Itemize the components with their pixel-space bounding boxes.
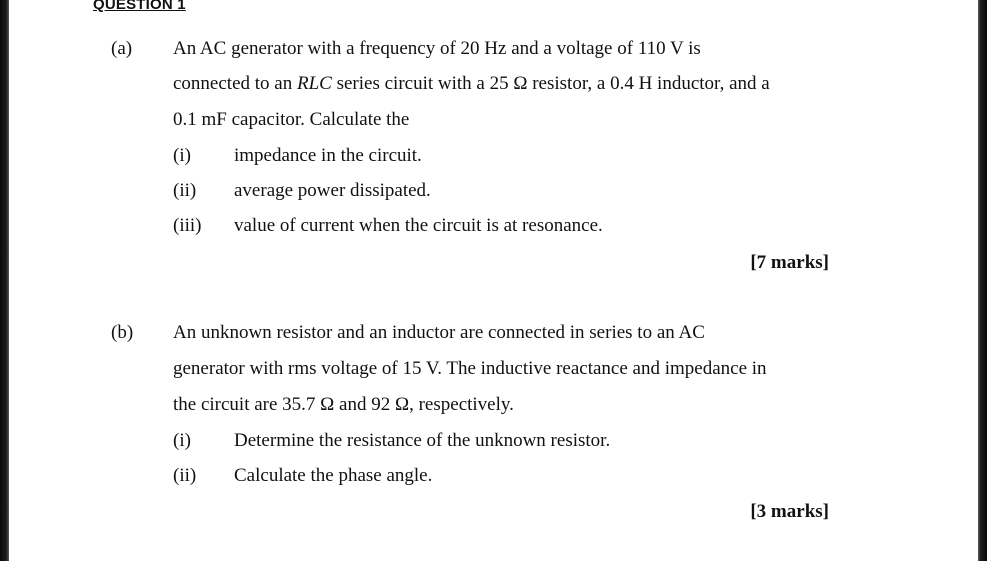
part-a-item-ii-label: (ii) xyxy=(173,180,197,201)
part-a-item-iii-label: (iii) xyxy=(173,215,202,236)
question-title: QUESTION 1 xyxy=(93,0,186,13)
part-a-line-3: 0.1 mF capacitor. Calculate the xyxy=(173,109,410,130)
left-dark-border xyxy=(0,0,9,561)
part-a-item-iii-text: value of current when the circuit is at resonance. xyxy=(234,215,603,236)
part-a-line-2: connected to an RLC series circuit with a 25 Ω resistor, a 0.4 H inductor, and a xyxy=(173,73,770,94)
right-dark-border xyxy=(978,0,987,561)
part-a-item-ii-text: average power dissipated. xyxy=(234,180,431,201)
part-a-marks: [7 marks] xyxy=(750,252,829,273)
part-b-item-ii-text: Calculate the phase angle. xyxy=(234,465,433,486)
part-b-marks: [3 marks] xyxy=(750,501,829,522)
part-b-line-1: An unknown resistor and an inductor are connected in series to an AC xyxy=(173,322,705,343)
part-b-label: (b) xyxy=(111,322,134,343)
part-b-line-2: generator with rms voltage of 15 V. The inductive reactance and impedance in xyxy=(173,358,767,379)
part-b-item-i-text: Determine the resistance of the unknown resistor. xyxy=(234,430,611,451)
part-b-line-3: the circuit are 35.7 Ω and 92 Ω, respectively. xyxy=(173,394,514,415)
part-a-line-1: An AC generator with a frequency of 20 Hz and a voltage of 110 V is xyxy=(173,38,701,59)
rlc-italic-term: RLC xyxy=(296,73,332,94)
part-a-item-i-label: (i) xyxy=(173,145,191,166)
part-a-item-i-text: impedance in the circuit. xyxy=(234,145,422,166)
part-b-item-ii-label: (ii) xyxy=(173,465,197,486)
part-a-label: (a) xyxy=(111,38,133,59)
part-b-item-i-label: (i) xyxy=(173,430,191,451)
